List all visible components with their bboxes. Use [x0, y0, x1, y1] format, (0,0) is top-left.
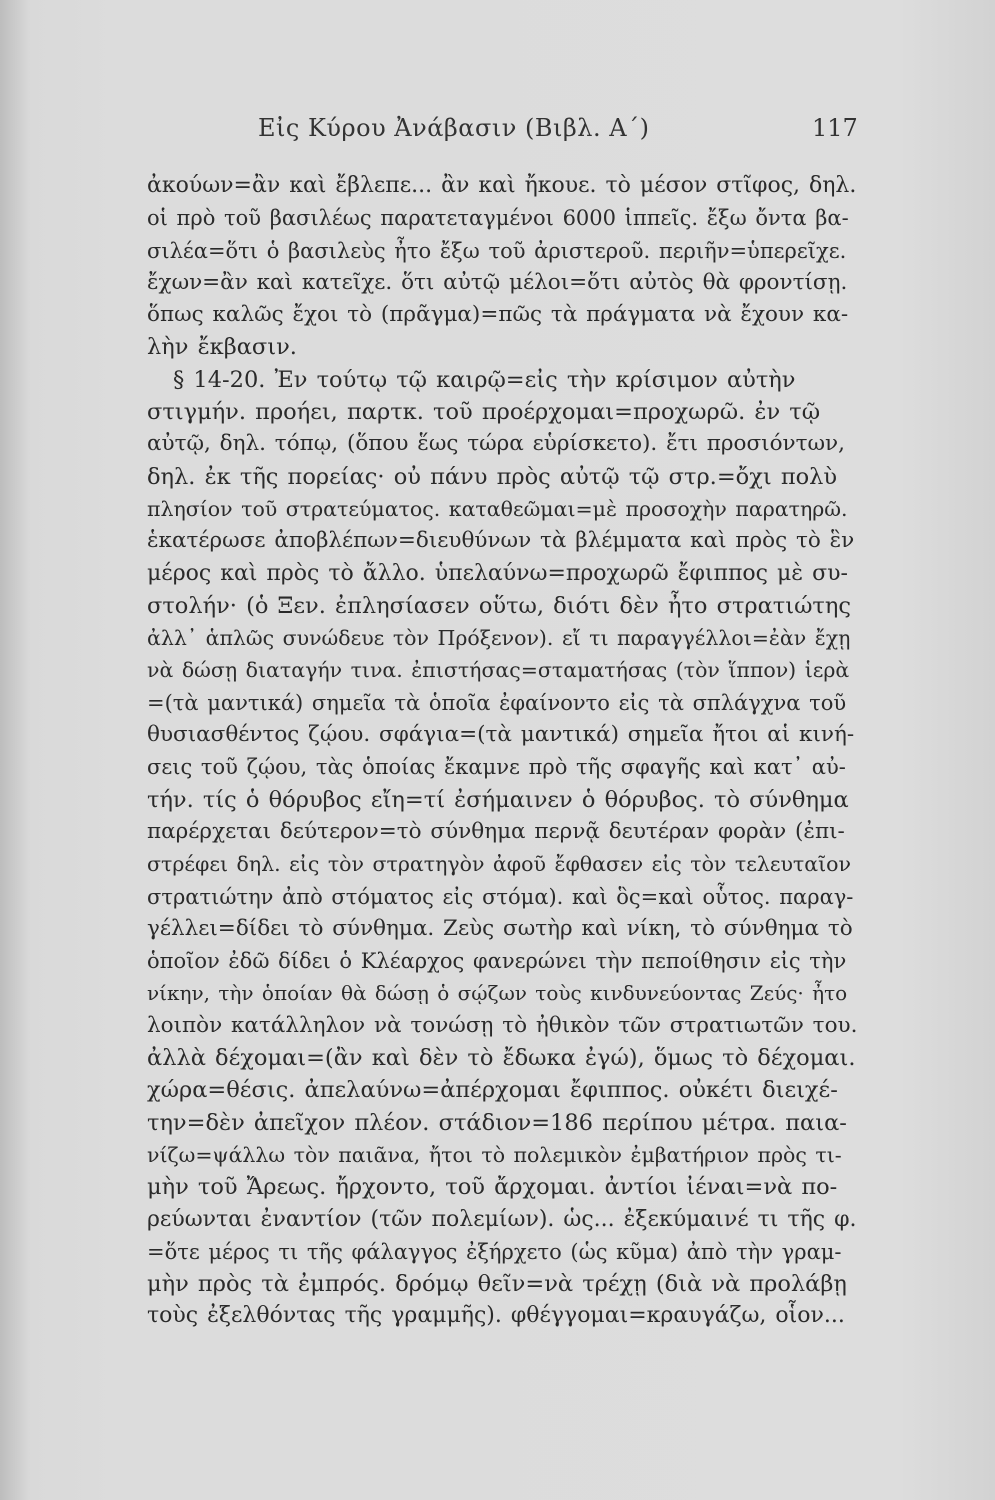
- text-line: την=δὲν ἀπεῖχον πλέον. στάδιον=186 περίπου μέτρα. παια-: [147, 1109, 847, 1136]
- text-line: παρέρχεται δεύτερον=τὸ σύνθημα περνᾷ δευτέραν φορὰν (ἐπι-: [147, 818, 845, 844]
- commentary-text: [147, 170, 857, 1333]
- text-line: νίκην, τὴν ὁποίαν θὰ δώσῃ ὁ σῴζων τοὺς κινδυνεύοντας Ζεύς· ἦτο: [147, 981, 848, 1006]
- text-line: λὴν ἔκβασιν.: [147, 334, 297, 361]
- text-line: πλησίον τοῦ στρατεύματος. καταθεῶμαι=μὲ προσοχὴν παρατηρῶ.: [147, 496, 848, 521]
- text-line: ὁποῖον ἐδῶ δίδει ὁ Κλέαρχος φανερώνει τὴν πεποίθησιν εἰς τὴν: [147, 949, 847, 974]
- text-line: ἀκούων=ἂν καὶ ἔβλεπε... ἂν καὶ ἤκουε. τὸ μέσον στῖφος, δηλ.: [147, 173, 857, 198]
- text-line: στιγμήν. προήει, παρτκ. τοῦ προέρχομαι=προχωρῶ. ἐν τῷ: [147, 399, 821, 426]
- text-line: τοὺς ἐξελθόντας τῆς γραμμῆς). φθέγγομαι=κραυγάζω, οἷον...: [147, 1303, 845, 1329]
- page-number: 117: [812, 114, 858, 142]
- text-line: δηλ. ἐκ τῆς πορείας· οὐ πάνυ πρὸς αὐτῷ τῷ στρ.=ὄχι πολὺ: [147, 463, 838, 490]
- text-line: ἀλλ᾽ ἁπλῶς συνώδευε τὸν Πρόξενον). εἴ τι παραγγέλλοι=ἐὰν ἔχῃ: [147, 626, 851, 651]
- text-line: σεις τοῦ ζῴου, τὰς ὁποίας ἔκαμνε πρὸ τῆς σφαγῆς καὶ κατ᾽ αὐ-: [147, 755, 846, 780]
- text-line: μὴν πρὸς τὰ ἐμπρός. δρόμῳ θεῖν=νὰ τρέχῃ (διὰ νὰ προλάβῃ: [147, 1271, 847, 1298]
- text-line: στολήν· (ὁ Ξεν. ἐπλησίασεν οὕτω, διότι δὲν ἦτο στρατιώτης: [147, 592, 851, 619]
- text-line: γέλλει=δίδει τὸ σύνθημα. Ζεὺς σωτὴρ καὶ νίκη, τὸ σύνθημα τὸ: [147, 915, 853, 941]
- text-line: οἱ πρὸ τοῦ βασιλέως παρατεταγμένοι 6000 ἱππεῖς. ἔξω ὄντα βα-: [147, 206, 849, 231]
- text-line: ὅπως καλῶς ἔχοι τὸ (πρᾶγμα)=πῶς τὰ πράγματα νὰ ἔχουν κα-: [147, 302, 849, 328]
- text-line: ἑκατέρωσε ἀποβλέπων=διευθύνων τὰ βλέμματα καὶ πρὸς τὸ ἓν: [147, 528, 855, 554]
- text-line: λοιπὸν κατάλληλον νὰ τονώσῃ τὸ ἠθικὸν τῶν στρατιωτῶν του.: [147, 1012, 858, 1038]
- section-heading-line: § 14-20. Ἐν τούτῳ τῷ καιρῷ=εἰς τὴν κρίσιμον αὐτὴν: [173, 366, 796, 393]
- text-line: μέρος καὶ πρὸς τὸ ἄλλο. ὑπελαύνω=προχωρῶ ἔφιππος μὲ συ-: [147, 560, 848, 586]
- page-header: [0, 114, 995, 150]
- running-title: Εἰς Κύρου Ἀνάβασιν (Βιβλ. Α΄): [258, 114, 650, 142]
- text-line: αὐτῷ, δηλ. τόπῳ, (ὅπου ἕως τώρα εὑρίσκετο). ἔτι προσιόντων,: [147, 431, 845, 457]
- text-line: νὰ δώσῃ διαταγήν τινα. ἐπιστήσας=σταματήσας (τὸν ἵππον) ἱερὰ: [147, 658, 850, 683]
- text-line: ἔχων=ἂν καὶ κατεῖχε. ὅτι αὐτῷ μέλοι=ὅτι αὐτὸς θὰ φροντίσῃ.: [147, 269, 848, 295]
- text-line: θυσιασθέντος ζῴου. σφάγια=(τὰ μαντικά) σημεῖα ἤτοι αἱ κινή-: [147, 722, 855, 748]
- text-line: =(τὰ μαντικά) σημεῖα τὰ ὁποῖα ἐφαίνοντο εἰς τὰ σπλάγχνα τοῦ: [147, 690, 847, 715]
- text-line: μὴν τοῦ Ἄρεως. ἤρχοντο, τοῦ ἄρχομαι. ἀντίοι ἰέναι=νὰ πο-: [147, 1174, 838, 1201]
- text-line: =ὅτε μέρος τι τῆς φάλαγγος ἐξήρχετο (ὡς κῦμα) ἀπὸ τὴν γραμ-: [147, 1239, 842, 1264]
- text-line: στρέφει δηλ. εἰς τὸν στρατηγὸν ἀφοῦ ἔφθασεν εἰς τὸν τελευταῖον: [147, 852, 851, 877]
- text-line: χώρα=θέσις. ἀπελαύνω=ἀπέρχομαι ἔφιππος. οὐκέτι διειχέ-: [147, 1077, 838, 1104]
- text-line: στρατιώτην ἀπὸ στόματος εἰς στόμα). καὶ ὃς=καὶ οὗτος. παραγ-: [147, 884, 854, 909]
- text-line: νίζω=ψάλλω τὸν παιᾶνα, ἤτοι τὸ πολεμικὸν ἐμβατήριον πρὸς τι-: [147, 1142, 842, 1167]
- text-line: ἀλλὰ δέχομαι=(ἂν καὶ δὲν τὸ ἔδωκα ἐγώ), ὅμως τὸ δέχομαι.: [147, 1045, 856, 1072]
- text-line: σιλέα=ὅτι ὁ βασιλεὺς ἦτο ἔξω τοῦ ἀριστεροῦ. περιῆν=ὑπερεῖχε.: [147, 238, 847, 263]
- text-line: ρεύωνται ἐναντίον (τῶν πολεμίων). ὡς... ἐξεκύμαινέ τι τῆς φ.: [147, 1206, 857, 1232]
- text-line: τήν. τίς ὁ θόρυβος εἴη=τί ἐσήμαινεν ὁ θόρυβος. τὸ σύνθημα: [147, 786, 849, 813]
